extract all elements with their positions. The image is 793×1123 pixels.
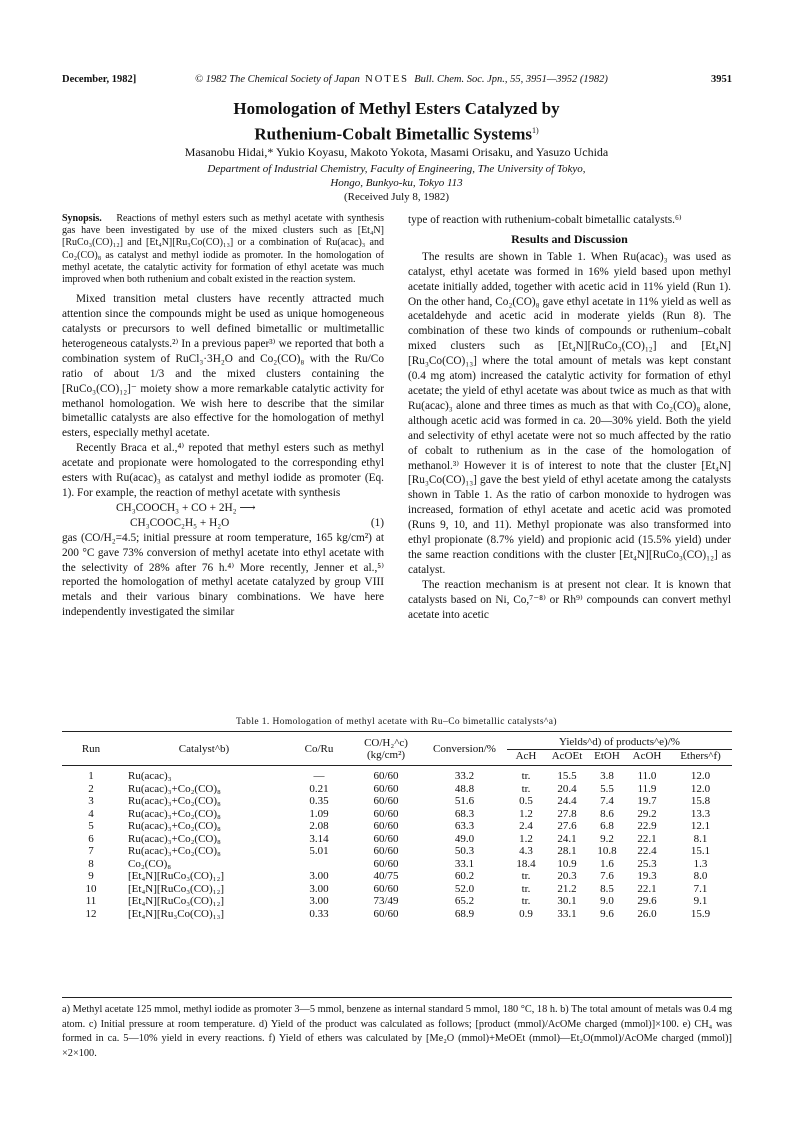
table-row (62, 766, 732, 783)
table-cell: 12.1 (690, 820, 711, 832)
table-row (62, 808, 732, 821)
table-cell: 10.8 (597, 845, 617, 857)
page-number: 3951 (711, 74, 732, 85)
table-cell: 10.9 (557, 857, 577, 870)
table-cell: 3.14 (309, 832, 329, 845)
table-cell: 11.9 (637, 782, 657, 795)
table-cell: 1.09 (309, 807, 329, 820)
table-cell (288, 858, 350, 871)
table-cell: 8.1 (693, 832, 708, 845)
table-cell: [Et₄N][RuCo₃(CO)₁₂] (128, 870, 224, 882)
table-cell: 3.00 (309, 895, 329, 907)
table-cell: 33.2 (454, 770, 475, 782)
table-cell: 24.1 (557, 832, 577, 845)
equation-number: (1) (370, 516, 384, 529)
article-title: Homologation of Methyl Esters Catalyzed by Ruthenium-Cobalt Bimetallic Systems$^{1)}$ (233, 99, 560, 144)
table-top-rule (62, 731, 732, 732)
table-cell: 60/60 (373, 770, 399, 782)
table-cell: 2 (88, 782, 94, 795)
table-cell: 7.6 (600, 870, 614, 882)
table-cell: tr. (521, 770, 531, 782)
table-cell: 51.6 (454, 795, 475, 807)
table-cell: 7.1 (693, 882, 708, 895)
table-cell: 2.4 (519, 820, 533, 832)
table-cell: 60/60 (373, 845, 399, 857)
table-cell: 73/49 (373, 895, 399, 907)
table-cell: 19.7 (637, 795, 657, 807)
table-cell: 1.6 (600, 857, 614, 870)
table-cell: 22.9 (637, 820, 657, 832)
table-cell: 15.8 (690, 795, 711, 807)
table-cell: Ru(acac)₃+Co₂(CO)₈ (128, 807, 221, 820)
table-cell: 68.9 (454, 907, 475, 920)
table-cell: tr. (521, 870, 531, 882)
results-paragraph-2: The reaction mechanism is at present not clear. It is known that catalysts based on Ni, Co,⁷⁻⁸⁾ or Rh⁹⁾ compounds can convert methyl acetate into acetic (408, 578, 731, 621)
intro-paragraph-2: Recently Braca et al.,⁴⁾ repoted that methyl esters such as methyl acetate and propionate were homologated to the corresponding ethyl esters with Ru(acac)₃ as catalyst and methyl iodide as promoter (Eq. 1). For example, the reaction of methyl acetate with synthesis (62, 442, 384, 499)
table-row (62, 908, 732, 921)
table-cell: 11 (85, 895, 97, 907)
table-cell: 15.1 (690, 845, 711, 857)
table-cell: 10 (85, 882, 97, 895)
table-cell: 20.3 (557, 870, 577, 882)
table-cell: 12.0 (690, 782, 711, 795)
table-cell: 33.1 (557, 907, 577, 920)
header-product: AcH (515, 749, 537, 762)
table-cell: 33.1 (454, 857, 475, 870)
table-row (62, 883, 732, 896)
header-co-h2: CO/H₂^c) (kg/cm²) (364, 736, 408, 761)
table-cell: 3.00 (309, 882, 329, 895)
table-cell: 9.1 (693, 895, 708, 907)
header-catalyst: Catalyst^b) (178, 742, 230, 755)
table-cell: 30.1 (557, 895, 577, 907)
table-cell: [Et₄N][Ru₃Co(CO)₁₃] (128, 907, 224, 920)
table-cell: 5.01 (309, 845, 329, 857)
table-cell: 68.3 (454, 807, 475, 820)
received-date: (Received July 8, 1982) (343, 191, 450, 203)
table-cell: 9.6 (600, 907, 614, 920)
header-conversion: Conversion/% (433, 742, 496, 755)
table-cell: 60/60 (373, 857, 399, 870)
table-cell: [Et₄N][RuCo₃(CO)₁₂] (128, 882, 224, 895)
author-list: Masanobu Hidai,* Yukio Koyasu, Makoto Yokota, Masami Orisaku, and Yasuzo Uchida (184, 145, 609, 159)
table-cell: Ru(acac)₃ (128, 770, 172, 782)
table-cell: 22.1 (637, 832, 657, 845)
table-cell: 3.00 (309, 870, 329, 882)
journal-citation: Bull. Chem. Soc. Jpn., 55, 3951—3952 (1982) (414, 74, 608, 85)
table-cell: 4 (88, 807, 94, 820)
header-product: AcOEt (551, 749, 583, 762)
table-cell: 1.3 (693, 857, 708, 870)
table-footnotes: a) Methyl acetate 125 mmol, methyl iodide as promoter 3—5 mmol, benzene as internal standard 5 mmol, 180 °C, 18 h. b) The total amount of metals was 0.4 mg atom. c) Initial pressure at room temperature. d) Yield of the product was calculated as follows; [product (mmol)/AcOMe charged (mmol)]×100. e) CH₄ was formed in ca. 5—10% yield in every reactions. f) Yield of ethers was calculated by [Me₂O (mmol)+MeOEt (mmol)—Et₂O(mmol)/AcOMe charged (mmol)] ×2×100. (62, 1004, 732, 1059)
table-cell: 0.9 (519, 907, 533, 920)
table-cell: 0.5 (519, 795, 533, 807)
table-cell: 22.4 (637, 845, 657, 857)
table-cell: 60/60 (373, 907, 399, 920)
table-cell: 52.0 (454, 882, 475, 895)
table-cell: 1.2 (519, 832, 533, 845)
table-cell: 21.2 (557, 882, 577, 895)
table-cell: 5 (88, 820, 94, 832)
table-caption: Table 1. Homologation of methyl acetate with Ru–Co bimetallic catalysts^a) (236, 717, 557, 727)
table-bottom-rule (62, 997, 732, 998)
equation-1: CH₃COOCH₃ + CO + 2H₂ ⟶ CH₃COOC₂H₅ + H₂O (1) (116, 501, 384, 529)
table-cell: Co₂(CO)₈ (128, 857, 172, 870)
table-cell: 20.4 (557, 782, 577, 795)
table-cell: 48.8 (454, 782, 475, 795)
table-cell: 22.1 (637, 882, 657, 895)
table-cell: 27.8 (557, 807, 577, 820)
table-cell: 28.1 (557, 845, 577, 857)
table-cell: tr. (521, 895, 531, 907)
table-cell: Ru(acac)₃+Co₂(CO)₈ (128, 832, 221, 845)
issue-date: December, 1982] (62, 74, 137, 85)
table-cell: 6 (88, 832, 94, 845)
header-product: Ethers^f) (680, 749, 721, 762)
table-cell: 27.6 (557, 820, 577, 832)
table-cell: [Et₄N][RuCo₃(CO)₁₂] (128, 895, 224, 907)
table-cell: 1 (88, 770, 94, 782)
table-row (62, 845, 732, 858)
table-cell: 11.0 (637, 770, 657, 782)
table-cell: 29.2 (637, 807, 657, 820)
affiliation: Department of Industrial Chemistry, Faculty of Engineering, The University of Tokyo, Hongo, Bunkyo-ku, Tokyo 113 (207, 163, 586, 189)
table-cell: 7.4 (600, 795, 614, 807)
table-cell: 15.9 (690, 907, 711, 920)
table-cell: Ru(acac)₃+Co₂(CO)₈ (128, 795, 221, 807)
table-cell: 60/60 (373, 795, 399, 807)
table-cell: Ru(acac)₃+Co₂(CO)₈ (128, 820, 221, 832)
table-cell: 9 (88, 870, 94, 882)
table-cell: 3.8 (600, 770, 614, 782)
table-cell: 19.3 (637, 870, 657, 882)
header-product: AcOH (632, 749, 662, 762)
header-yields: Yields^d) of products^e)/% (507, 733, 732, 749)
table-cell: 26.0 (637, 907, 657, 920)
table-cell: 12.0 (690, 770, 711, 782)
table-cell: 18.4 (516, 857, 536, 870)
table-cell: 60.2 (454, 870, 475, 882)
intro-paragraph-3: gas (CO/H₂=4.5; initial pressure at room temperature, 165 kg/cm²) at 200 °C gave 73% conversion of methyl acetate into ethyl acetate with the selectivity of 28% after 76 h.⁴⁾ More recently, Jenner et al.,⁵⁾ reported the homologation of methyl acetate catalyzed by group VIII metals and their various binary combinations. We have here independently investigated the similar (62, 531, 384, 619)
table-cell: 0.33 (309, 907, 329, 920)
table-cell: 1.2 (519, 807, 533, 820)
left-column (62, 213, 384, 620)
copyright-line: © 1982 The Chemical Society of Japan NOTES Bull. Chem. Soc. Jpn., 55, 3951—3952 (1982) (195, 74, 608, 85)
table-cell: 60/60 (373, 882, 399, 895)
section-label: NOTES (365, 74, 409, 85)
table-row (62, 795, 732, 808)
table-cell: 40/75 (373, 870, 399, 882)
right-column (408, 213, 731, 622)
table-cell: 24.4 (557, 795, 577, 807)
table-cell: 60/60 (373, 807, 399, 820)
table-cell: 25.3 (637, 857, 657, 870)
table-cell: 60/60 (373, 820, 399, 832)
table-cell: Ru(acac)₃+Co₂(CO)₈ (128, 782, 221, 795)
table-cell: 12 (85, 907, 97, 920)
table-cell: 6.8 (600, 820, 614, 832)
table-cell: 3 (88, 795, 94, 807)
table-row (62, 820, 732, 833)
table-cell: 8 (88, 857, 94, 870)
table-cell: 9.0 (600, 895, 614, 907)
table-cell: 5.5 (600, 782, 614, 795)
results-paragraph-1: The results are shown in Table 1. When Ru(acac)₃ was used as catalyst, ethyl acetate was formed in 16% yield based upon methyl acetate initially added, together with acetic acid in 11% yield (Run 1). On the other hand, Co₂(CO)₈ gave ethyl acetate in 11% yield as well as acetaldehyde and acetic acid in moderate yields (Run 8). The combination of these two kinds of compounds or ruthenium–cobalt mixed clusters such as [Et₄N][RuCo₃(CO)₁₂] and [Et₄N][Ru₃Co(CO)₁₃] where the total amount of metals was kept constant (0.4 mg atom) increased the catalytic activity for formation of ethyl acetate; the yield of ethyl acetate was about twice as much as that with Ru(acac)₃ alone and three times as much as that with Co₂(CO)₈ alone, although acetic acid was formed in ca. 20—30% yield. Both the yield and selectivity of ethyl acetate were not so much affected by the ratio of cobalt to ruthenium as in the case of the homologation of methanol.³⁾ However it is of interest to note that the cluster [Et₄N][Ru₃Co(CO)₁₃] gave the best yield of ethyl acetate among the catalysts shown in Table 1. As the ratio of carbon monoxide to hydrogen was increased, formation of ethyl acetate and acetic acid was promoted (Runs 9, 10, and 11). Methyl propionate was also transformed into ethyl propionate (8.7% yield) and propionic acid (15.5% yield) under the same reaction conditions with the cluster [Et₄N][RuCo₃(CO)₁₂] as catalyst. (408, 250, 731, 576)
table-cell: 13.3 (690, 807, 711, 820)
table-row (62, 858, 732, 871)
table-row (62, 833, 732, 846)
table-cell: tr. (521, 882, 531, 895)
title-footnote-ref: 1) (532, 126, 539, 135)
table-cell: 63.3 (454, 820, 475, 832)
table-cell: 7 (88, 845, 94, 857)
table-cell: Ru(acac)₃+Co₂(CO)₈ (128, 845, 221, 857)
table-cell: 15.5 (557, 770, 577, 782)
header-product: EtOH (594, 749, 620, 762)
table-cell: 65.2 (454, 895, 475, 907)
table-row (62, 783, 732, 796)
table-row (62, 895, 732, 908)
table-cell: tr. (521, 782, 531, 795)
header-co-ru: Co/Ru (304, 742, 334, 755)
section-heading: Results and Discussion (511, 231, 628, 246)
table-cell: 60/60 (373, 782, 399, 795)
table-cell: 49.0 (454, 832, 475, 845)
table-cell: 0.35 (309, 795, 329, 807)
table-cell: 60/60 (373, 832, 399, 845)
table-cell: 4.3 (519, 845, 533, 857)
synopsis: Synopsis. Reactions of methyl esters such as methyl acetate with synthesis gas have been investigated by use of the mixed clusters such as [Et₄N][RuCo₃(CO)₁₂] and [Et₄N][Ru₃Co(CO)₁₃] or a combination of Ru(acac)₃ and Co₂(CO)₈ as catalyst and methyl iodide as promoter. In the homologation of methyl acetate, the catalytic activity for formation of ethyl acetate was much improved when both ruthenium and cobalt existed in the reaction system. (62, 213, 385, 286)
intro-paragraph-1: Mixed transition metal clusters have recently attracted much attention since the compounds might be used as unique homogeneous catalysts or precursors to well defined bimetallic or multimetallic heterogeneous catalysts.²⁾ In a previous paper³⁾ we reported that both a combination system of RuCl₃·3H₂O and Co₂(CO)₈ with the Ru/Co ratio of about 1/3 and the mixed clusters containing the [RuCo₃(CO)₁₂]⁻ moiety show a more remarkable catalytic activity for methanol homologation. We wish here to describe that the similar bimetallic catalysts are also effective for the homologation of methyl esters, especially methyl acetate. (62, 293, 384, 440)
right-paragraph-0: type of reaction with ruthenium-cobalt bimetallic catalysts.⁶⁾ (408, 214, 682, 226)
table-cell: 8.0 (693, 870, 708, 882)
table-cell: 8.5 (600, 882, 614, 895)
table-row (62, 870, 732, 883)
table-cell: 9.2 (600, 832, 614, 845)
table-cell: 50.3 (454, 845, 475, 857)
results-table (62, 733, 732, 920)
table-cell: 29.6 (637, 895, 657, 907)
table-cell: 2.08 (309, 820, 329, 832)
table-cell: 8.6 (600, 807, 614, 820)
header-run: Run (81, 742, 101, 755)
table-cell: — (313, 770, 325, 782)
table-cell: 0.21 (309, 782, 329, 795)
